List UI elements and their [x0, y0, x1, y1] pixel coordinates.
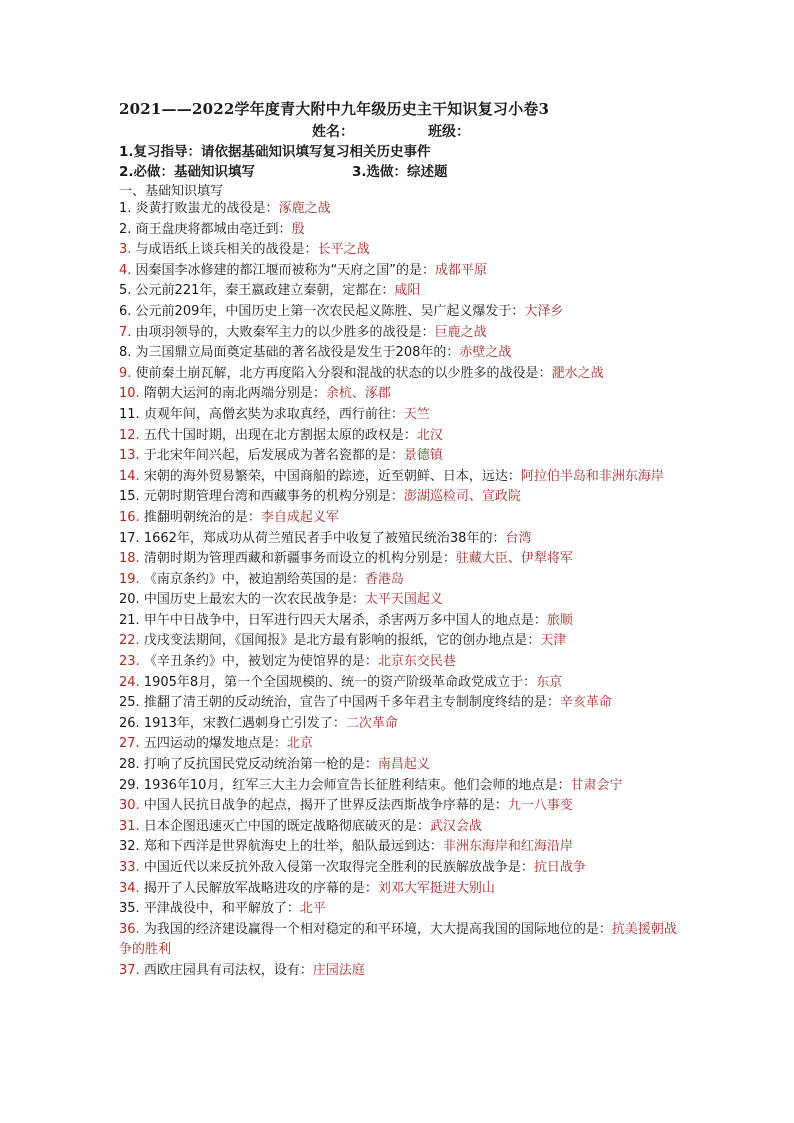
item-answer: 李自成起义军: [260, 509, 339, 525]
item-number: 1.: [119, 201, 132, 216]
item-number: 31.: [119, 818, 140, 834]
item-answer: 旅顺: [546, 612, 573, 628]
question-list: [119, 199, 684, 982]
item-question: 公元前209年，中国历史上第一次农民起义陈胜、吴广起义爆发于：: [135, 303, 525, 319]
item-answer: 非洲东海岸和红海沿岸: [442, 839, 573, 855]
task-line: [119, 160, 679, 180]
item-question: 1662年，郑成功从荷兰殖民者手中收复了被殖民统治38年的：: [143, 530, 506, 546]
list-item: [119, 734, 684, 755]
item-answer: 抗美援朝战争的胜利: [119, 921, 677, 958]
list-item: [119, 837, 684, 858]
item-number: 23.: [119, 654, 140, 670]
item-number: 11.: [119, 406, 140, 422]
item-question: 贞观年间，高僧玄奘为求取真经，西行前往：: [143, 406, 404, 422]
list-item: [119, 220, 684, 241]
item-question: 隋朝大运河的南北两端分别是：: [143, 386, 326, 402]
item-question: 揭开了人民解放军战略进攻的序幕的是：: [143, 880, 378, 896]
list-item: [119, 673, 684, 694]
list-item: [119, 384, 684, 405]
item-answer: 太平天国起义: [364, 592, 443, 608]
item-question: 清朝时期为管理西藏和新疆事务而设立的机构分别是：: [143, 551, 456, 567]
item-answer: 甘肃会宁: [570, 777, 623, 793]
item-question: 五四运动的爆发地点是：: [143, 736, 287, 752]
list-item: [119, 796, 684, 817]
item-question: 因秦国李冰修建的都江堰而被称为“天府之国”的是：: [135, 262, 436, 278]
list-item: [119, 487, 684, 508]
item-answer: 咸阳: [394, 283, 421, 299]
item-answer: 殷: [291, 221, 305, 237]
item-answer: 北平: [299, 901, 326, 917]
item-number: 34.: [119, 880, 140, 896]
item-question: 使前秦土崩瓦解，北方再度陷入分裂和混战的状态的以少胜多的战役是：: [135, 365, 552, 381]
item-answer: 天津: [540, 633, 567, 649]
item-answer: 阿拉伯半岛和非洲东海岸: [520, 468, 664, 484]
list-item: [119, 714, 684, 735]
item-answer: 涿鹿之战: [278, 201, 331, 216]
list-item: [119, 899, 684, 920]
list-item: [119, 776, 684, 797]
item-number: 35.: [119, 901, 140, 917]
item-question: 宋朝的海外贸易繁荣，中国商船的踪迹，近至朝鲜、日本，远达：: [143, 468, 521, 484]
item-number: 5.: [119, 283, 132, 299]
required-task: 2.必做：基础知识填写: [119, 164, 256, 180]
item-number: 28.: [119, 757, 140, 773]
item-number: 19.: [119, 571, 140, 587]
item-answer: 东京: [536, 674, 563, 690]
item-number: 3.: [119, 242, 132, 258]
item-question: 《南京条约》中，被迫割给英国的是：: [143, 571, 365, 587]
item-number: 14.: [119, 468, 140, 484]
item-number: 16.: [119, 509, 140, 525]
item-number: 13.: [119, 448, 140, 464]
list-item: [119, 858, 684, 879]
class-label: 班级：: [428, 124, 470, 140]
item-question: 中国历史上最宏大的一次农民战争是：: [143, 592, 365, 608]
item-answer: 北汉: [416, 427, 443, 443]
item-number: 27.: [119, 736, 140, 752]
optional-task: 3.选做：综述题: [352, 164, 448, 180]
item-question: 五代十国时期，出现在北方割据太原的政权是：: [143, 427, 417, 443]
list-item: [119, 467, 684, 488]
item-answer: 成都平原: [435, 262, 488, 278]
item-question: 打响了反抗国民党反动统治第一枪的是：: [143, 757, 378, 773]
item-answer: 南昌起义: [377, 757, 430, 773]
item-answer: 台湾: [505, 530, 532, 546]
item-question: 商王盘庚将都城由亳迁到：: [135, 221, 292, 237]
item-answer: 二次革命: [345, 715, 398, 731]
list-item: [119, 529, 684, 550]
item-number: 4.: [119, 262, 132, 278]
item-answer: 驻藏大臣、伊犁将军: [455, 551, 573, 567]
item-answer: 香港岛: [364, 571, 404, 587]
item-question: 中国近代以来反抗外敌入侵第一次取得完全胜利的民族解放战争是：: [143, 860, 534, 875]
list-item: [119, 693, 684, 714]
list-item: [119, 549, 684, 570]
list-item: [119, 302, 684, 323]
item-question: 炎黄打败蚩尤的战役是：: [135, 201, 279, 216]
item-number: 18.: [119, 551, 140, 567]
item-question: 于北宋年间兴起，后发展成为著名瓷都的是：: [143, 448, 404, 464]
item-number: 24.: [119, 674, 140, 690]
item-question: 与成语纸上谈兵相关的战役是：: [135, 242, 318, 258]
item-number: 21.: [119, 612, 140, 628]
list-item: [119, 240, 684, 261]
item-answer: 天竺: [403, 406, 430, 422]
list-item: [119, 631, 684, 652]
item-answer: 巨鹿之战: [434, 324, 487, 340]
item-question: 由项羽领导的，大败秦军主力的以少胜多的战役是：: [135, 324, 435, 340]
item-answer: 北京东交民巷: [377, 654, 456, 670]
item-question: 1905年8月，第一个全国规模的、统一的资产阶级革命政党成立于：: [143, 674, 537, 690]
item-question: 《辛丑条约》中，被划定为使馆界的是：: [143, 654, 378, 670]
item-question: 元朝时期管理台湾和西藏事务的机构分别是：: [143, 489, 404, 505]
item-number: 22.: [119, 633, 140, 649]
list-item: [119, 652, 684, 673]
item-number: 29.: [119, 777, 140, 793]
list-item: [119, 405, 684, 426]
item-number: 37.: [119, 962, 140, 978]
name-class-line: [312, 121, 470, 141]
item-number: 26.: [119, 715, 140, 731]
item-number: 8.: [119, 345, 132, 361]
item-number: 9.: [119, 365, 132, 381]
item-number: 20.: [119, 592, 140, 608]
list-item: [119, 281, 684, 302]
list-item: [119, 590, 684, 611]
item-number: 12.: [119, 427, 140, 443]
item-answer: 庄园法庭: [312, 962, 365, 978]
list-item: [119, 961, 684, 982]
item-number: 33.: [119, 860, 140, 875]
list-item: [119, 426, 684, 447]
item-number: 17.: [119, 530, 140, 546]
list-item: [119, 920, 684, 961]
list-item: [119, 570, 684, 591]
item-number: 7.: [119, 324, 132, 340]
item-question: 推翻明朝统治的是：: [143, 509, 261, 525]
item-number: 15.: [119, 489, 140, 505]
list-item: [119, 261, 684, 282]
item-answer: 大泽乡: [524, 303, 564, 319]
list-item: [119, 879, 684, 900]
item-answer: 刘邓大军挺进大别山: [377, 880, 495, 896]
document-title: 2021——2022学年度青大附中九年级历史主干知识复习小卷3: [119, 100, 550, 118]
review-guide: 1.复习指导：请依据基础知识填写复习相关历史事件: [119, 144, 431, 160]
item-question: 推翻了清王朝的反动统治，宣告了中国两千多年君主专制制度终结的是：: [143, 695, 560, 711]
item-answer: 澎湖巡检司、宣政院: [403, 489, 521, 505]
item-question: 为我国的经济建设赢得一个相对稳定的和平环境，大大提高我国的国际地位的是：: [143, 921, 612, 937]
item-answer: 长平之战: [317, 242, 370, 258]
list-item: [119, 611, 684, 632]
item-number: 2.: [119, 221, 132, 237]
list-item: [119, 446, 684, 467]
item-question: 平津战役中，和平解放了：: [143, 901, 300, 917]
item-answer: 北京: [286, 736, 313, 752]
item-question: 日本企图迅速灭亡中国的既定战略彻底破灭的是：: [143, 818, 430, 834]
item-answer: 辛亥革命: [559, 695, 612, 711]
item-answer: 景德镇: [403, 448, 443, 464]
item-question: 戊戌变法期间，《国闻报》是北方最有影响的报纸，它的创办地点是：: [143, 633, 541, 649]
item-question: 中国人民抗日战争的起点，揭开了世界反法西斯战争序幕的是：: [143, 798, 508, 814]
section-heading: 一、基础知识填写: [119, 184, 224, 199]
item-number: 36.: [119, 921, 140, 937]
item-question: 公元前221年，秦王嬴政建立秦朝，定都在：: [135, 283, 395, 299]
list-item: [119, 199, 684, 220]
item-number: 32.: [119, 839, 140, 855]
item-question: 西欧庄园具有司法权，设有：: [143, 962, 313, 978]
list-item: [119, 508, 684, 529]
item-answer: 武汉会战: [429, 818, 482, 834]
list-item: [119, 343, 684, 364]
item-answer: 九一八事变: [507, 798, 573, 814]
item-answer: 赤壁之战: [459, 345, 512, 361]
item-number: 30.: [119, 798, 140, 814]
item-question: 甲午中日战争中，日军进行四天大屠杀，杀害两万多中国人的地点是：: [143, 612, 547, 628]
list-item: [119, 755, 684, 776]
item-number: 10.: [119, 386, 140, 402]
item-answer: 余杭、涿郡: [325, 386, 391, 402]
item-answer: 抗日战争: [533, 860, 586, 875]
list-item: [119, 364, 684, 385]
list-item: [119, 817, 684, 838]
item-number: 6.: [119, 303, 132, 319]
item-number: 25.: [119, 695, 140, 711]
name-label: 姓名：: [312, 124, 354, 140]
item-answer: 淝水之战: [551, 365, 604, 381]
item-question: 为三国鼎立局面奠定基础的著名战役是发生于208年的：: [135, 345, 460, 361]
item-question: 郑和下西洋是世界航海史上的壮举，船队最远到达：: [143, 839, 443, 855]
list-item: [119, 323, 684, 344]
item-question: 1936年10月，红军三大主力会师宣告长征胜利结束。他们会师的地点是：: [143, 777, 571, 793]
item-question: 1913年，宋教仁遇刺身亡引发了：: [143, 715, 346, 731]
